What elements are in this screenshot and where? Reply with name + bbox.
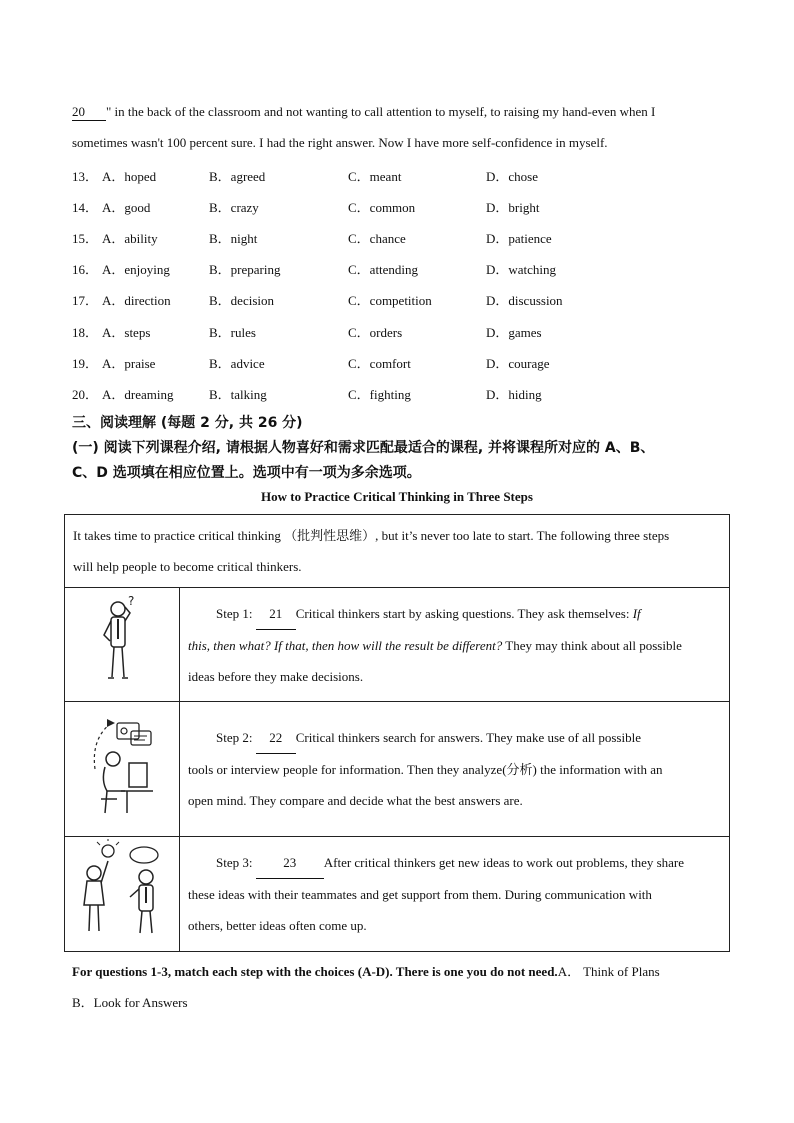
step-3-text-a: After critical thinkers get new ideas to work out problems, they share xyxy=(323,855,685,870)
step-3-label: Step 3: xyxy=(216,855,256,870)
question-number: 14． xyxy=(72,200,99,216)
question-number: 13． xyxy=(72,169,99,184)
option-b: B．crazy xyxy=(209,200,259,216)
step-1-text-c: ideas before they make decisions. xyxy=(188,668,364,684)
step-1-cell xyxy=(180,588,730,702)
option-row xyxy=(72,322,732,342)
thinking-person-illustration xyxy=(65,588,180,702)
questions-line xyxy=(72,961,660,980)
blank-23: 23 xyxy=(256,847,324,879)
option-a: A．ability xyxy=(102,231,158,247)
step-1-text-a: Critical thinkers start by asking questions. They ask themselves: xyxy=(295,605,633,621)
intro-line-1: It takes time to practice critical thinking （批判性思维）, but it’s never too late to start. The following three steps xyxy=(73,528,670,543)
step-2-cell xyxy=(180,702,730,837)
option-b: B．talking xyxy=(209,386,267,402)
option-row xyxy=(72,259,732,279)
blank-22: 22 xyxy=(256,722,296,754)
option-c: C．chance xyxy=(348,231,406,247)
question-number: 20． xyxy=(72,386,99,402)
blank-21: 21 xyxy=(256,598,296,630)
step-1-text-b: They may think about all possible xyxy=(502,637,682,653)
option-row xyxy=(72,166,732,186)
article-title: How to Practice Critical Thinking in Three Steps xyxy=(261,489,533,504)
option-d: D．hiding xyxy=(486,386,542,402)
option-d: D．games xyxy=(486,324,542,340)
option-b: B．advice xyxy=(209,355,265,371)
passage-line-2: sometimes wasn't 100 percent sure. I had the right answer. Now I have more self-confidence in myself. xyxy=(72,135,608,150)
step-1-italic-a: If xyxy=(632,605,641,621)
option-c: C．comfort xyxy=(348,355,411,371)
option-d: D．bright xyxy=(486,200,540,216)
option-b: B．rules xyxy=(209,324,256,340)
choice-b: B．Look for Answers xyxy=(72,995,188,1010)
option-b: B．decision xyxy=(209,293,274,309)
blank-20: 20 xyxy=(72,104,106,121)
option-c: C．fighting xyxy=(348,386,411,402)
option-b: B．preparing xyxy=(209,262,281,278)
option-a: A．direction xyxy=(102,293,171,309)
passage-line-1 xyxy=(72,104,655,121)
question-number: 17． xyxy=(72,293,99,309)
step-1-label: Step 1: xyxy=(216,605,256,621)
choice-a: A． Think of Plans xyxy=(557,964,660,979)
step-1-italic-b: this, then what? If that, then how will the result be different? xyxy=(188,637,503,653)
step-2-text-b: tools or interview people for information. Then they analyze(分析) the information with an xyxy=(188,762,663,777)
section-heading: 三、阅读理解 (每题 2 分, 共 26 分) xyxy=(72,415,303,431)
intro-cell xyxy=(65,515,730,588)
svg-text:?: ? xyxy=(128,594,135,608)
section-instruction-2: C、D 选项填在相应位置上。选项中有一项为多余选项。 xyxy=(72,465,421,481)
option-d: D．patience xyxy=(486,231,552,247)
option-row xyxy=(72,228,732,248)
option-a: A．steps xyxy=(102,324,151,340)
step-3-text-c: others, better ideas often come up. xyxy=(188,918,367,933)
option-d: D．courage xyxy=(486,355,550,371)
option-d: D．watching xyxy=(486,262,557,278)
question-number: 16． xyxy=(72,262,99,278)
section-instruction-1: (一) 阅读下列课程介绍, 请根据人物喜好和需求匹配最适合的课程, 并将课程所对应的 A、B、 xyxy=(72,440,655,456)
step-2-text-c: open mind. They compare and decide what the best answers are. xyxy=(188,793,523,808)
option-a: A．enjoying xyxy=(102,262,170,278)
steps-table xyxy=(64,514,730,952)
option-a: A．praise xyxy=(102,355,156,371)
option-a: A．dreaming xyxy=(102,386,174,402)
option-c: C．competition xyxy=(348,293,432,309)
option-row xyxy=(72,197,732,217)
question-number: 15． xyxy=(72,231,99,247)
question-number: 19． xyxy=(72,355,99,371)
option-b: B．agreed xyxy=(209,169,266,184)
option-row xyxy=(72,384,732,404)
option-b: B．night xyxy=(209,231,258,247)
option-row xyxy=(72,353,732,373)
option-d: D．chose xyxy=(486,169,538,184)
passage-line-1-text: " in the back of the classroom and not wanting to call attention to myself, to raising my hand-even when I xyxy=(106,104,656,119)
question-number: 18． xyxy=(72,324,99,340)
sharing-ideas-illustration xyxy=(65,837,180,952)
step-3-cell xyxy=(180,837,730,952)
option-a: A．hoped xyxy=(102,169,157,184)
researcher-illustration xyxy=(65,702,180,837)
option-c: C．meant xyxy=(348,169,402,184)
intro-line-2: will help people to become critical thinkers. xyxy=(73,559,302,574)
step-3-text-b: these ideas with their teammates and get support from them. During communication with xyxy=(188,887,652,902)
option-c: C．attending xyxy=(348,262,419,278)
option-c: C．orders xyxy=(348,324,403,340)
option-row xyxy=(72,290,732,310)
option-d: D．discussion xyxy=(486,293,563,309)
option-c: C．common xyxy=(348,200,416,216)
step-2-label: Step 2: xyxy=(216,730,256,745)
option-a: A．good xyxy=(102,200,151,216)
step-2-text-a: Critical thinkers search for answers. They make use of all possible xyxy=(295,730,641,745)
questions-instruction: For questions 1-3, match each step with the choices (A-D). There is one you do not need. xyxy=(72,964,558,979)
